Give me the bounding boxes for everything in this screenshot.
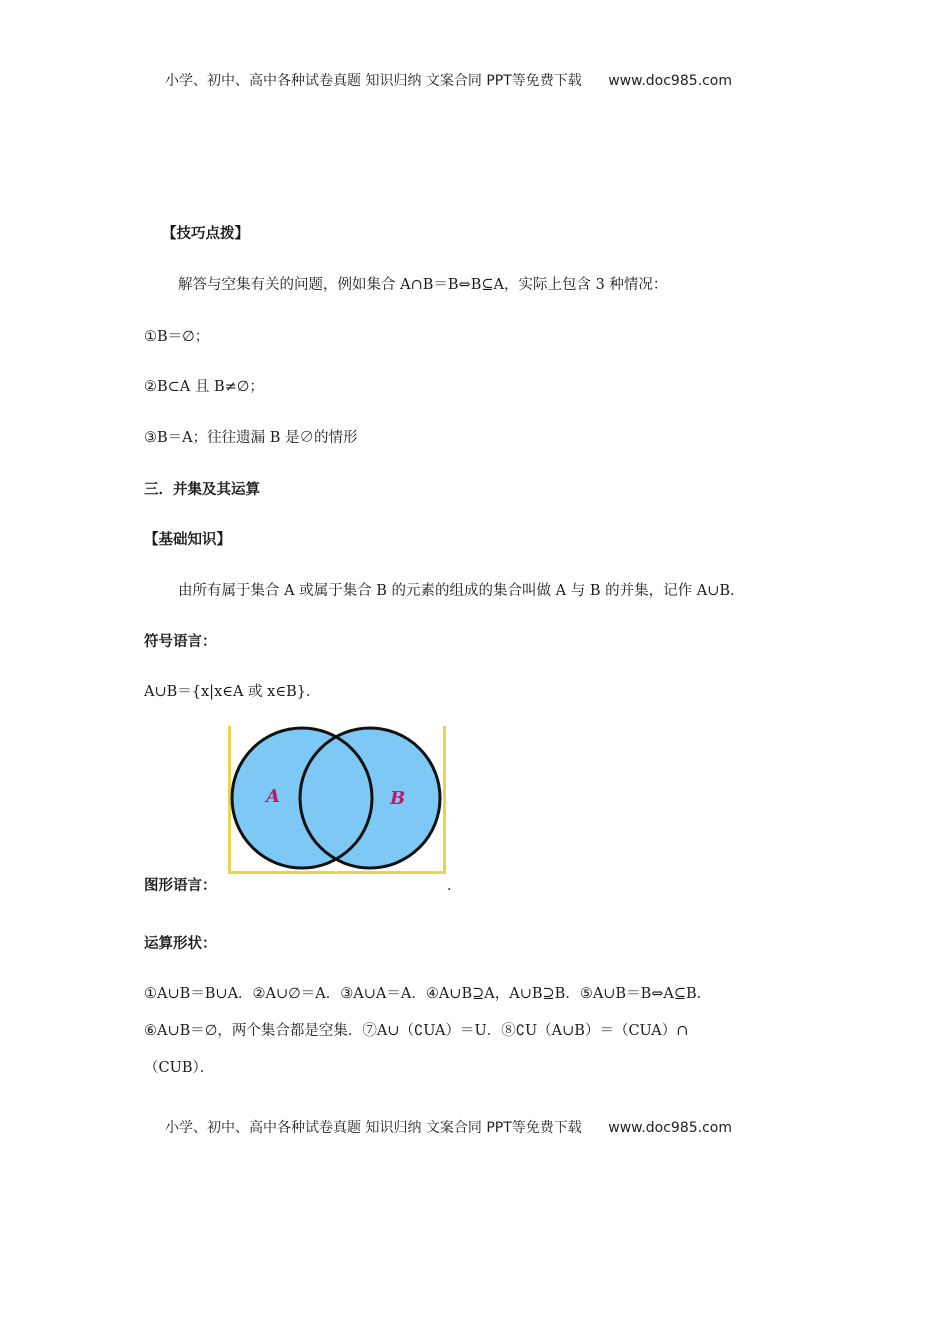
footer-text: 小学、初中、高中各种试卷真题 知识归纳 文案合同 PPT等免费下载 xyxy=(165,1120,582,1136)
page-footer xyxy=(165,1117,732,1137)
footer-url[interactable]: www.doc985.com xyxy=(608,1120,732,1136)
venn-label-b: B xyxy=(390,788,406,809)
venn-label-a: A xyxy=(266,786,280,807)
header-text: 小学、初中、高中各种试卷真题 知识归纳 文案合同 PPT等免费下载 xyxy=(165,73,582,89)
header-url[interactable]: www.doc985.com xyxy=(608,73,732,89)
union-definition: 由所有属于集合 A 或属于集合 B 的元素的组成的集合叫做 A 与 B 的并集，记作 A∪B． xyxy=(178,583,745,599)
tips-case-3: ③B＝A；往往遗漏 B 是∅的情形 xyxy=(144,430,358,446)
graphic-end: ． xyxy=(447,878,462,894)
ops-line-2: ⑥A∪B＝∅，两个集合都是空集．⑦A∪（∁UA）＝U．⑧∁U（A∪B）＝（CUA）∩ xyxy=(144,1023,689,1039)
venn-diagram xyxy=(228,726,446,874)
ops-line-1: ①A∪B＝B∪A．②A∪∅＝A．③A∪A＝A．④A∪B⊇A，A∪B⊇B．⑤A∪B＝B⇔A⊆B． xyxy=(144,986,712,1002)
basics-heading: 【基础知识】 xyxy=(144,532,231,548)
page-header xyxy=(165,70,732,90)
tips-heading: 【技巧点拨】 xyxy=(162,226,249,242)
graphic-label: 图形语言： xyxy=(144,878,217,894)
ops-line-3: （CUB）． xyxy=(144,1060,215,1076)
tips-intro: 解答与空集有关的问题，例如集合 A∩B＝B⇔B⊆A，实际上包含 3 种情况： xyxy=(178,277,668,293)
tips-case-1: ①B＝∅； xyxy=(144,329,210,345)
symbol-heading: 符号语言： xyxy=(144,634,217,650)
ops-heading: 运算形状： xyxy=(144,936,217,952)
tips-case-2: ②B⊂A 且 B≠∅； xyxy=(144,379,264,395)
symbol-formula: A∪B＝{x|x∈A 或 x∈B}． xyxy=(144,684,321,700)
section-title: 三．并集及其运算 xyxy=(144,482,260,498)
